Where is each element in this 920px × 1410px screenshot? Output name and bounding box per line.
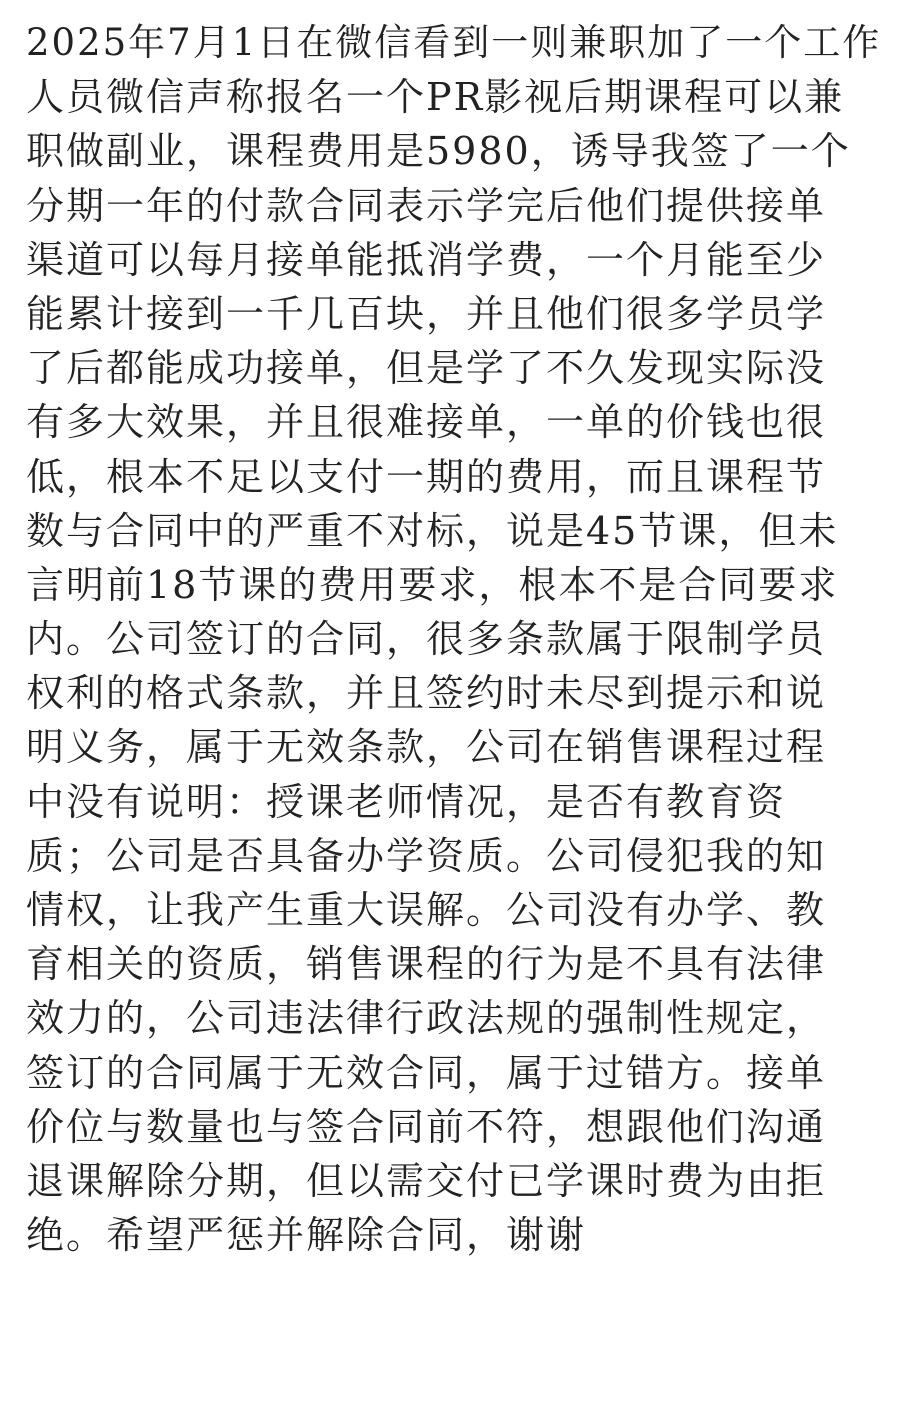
handwritten-complaint-text bbox=[26, 16, 896, 1262]
text-line-14: 明义务，属于无效条款，公司在销售课程过程 bbox=[26, 725, 827, 770]
text-line-7: 了后都能成功接单，但是学了不久发现实际没 bbox=[26, 346, 827, 391]
text-line-9: 低，根本不足以支付一期的费用，而且课程节 bbox=[26, 454, 827, 499]
text-line-11: 言明前18节课的费用要求，根本不是合同要求 bbox=[26, 562, 839, 607]
text-line-8: 有多大效果，并且很难接单，一单的价钱也很 bbox=[26, 400, 827, 445]
text-line-19: 效力的，公司违法律行政法规的强制性规定， bbox=[26, 996, 827, 1041]
text-line-17: 情权，让我产生重大误解。公司没有办学、教 bbox=[26, 888, 827, 932]
text-line-6: 能累计接到一千几百块，并且他们很多学员学 bbox=[26, 291, 827, 336]
text-line-3: 职做副业，课程费用是5980，诱导我签了一个 bbox=[26, 129, 851, 174]
text-line-15: 中没有说明：授课老师情况，是否有教育资 bbox=[26, 779, 787, 824]
text-line-13: 权利的格式条款，并且签约时未尽到提示和说 bbox=[26, 671, 827, 716]
text-line-4: 分期一年的付款合同表示学完后他们提供接单 bbox=[26, 183, 827, 228]
text-line-18: 育相关的资质，销售课程的行为是不具有法律 bbox=[26, 942, 827, 987]
text-line-2: 人员微信声称报名一个PR影视后期课程可以兼 bbox=[26, 75, 845, 120]
text-line-5: 渠道可以每月接单能抵消学费，一个月能至少 bbox=[26, 237, 827, 282]
text-line-12: 内。公司签订的合同，很多条款属于限制学员 bbox=[26, 617, 827, 662]
text-line-16: 质；公司是否具备办学资质。公司侵犯我的知 bbox=[26, 833, 827, 878]
text-line-23: 绝。希望严惩并解除合同，谢谢 bbox=[26, 1213, 587, 1258]
text-line-1: 2025年7月1日在微信看到一则兼职加了一个工作 bbox=[26, 21, 882, 64]
text-line-21: 价位与数量也与签合同前不符，想跟他们沟通 bbox=[26, 1104, 827, 1149]
text-line-20: 签订的合同属于无效合同，属于过错方。接单 bbox=[26, 1050, 827, 1095]
text-line-10: 数与合同中的严重不对标，说是45节课，但未 bbox=[26, 508, 839, 553]
text-line-22: 退课解除分期，但以需交付已学课时费为由拒 bbox=[26, 1158, 827, 1203]
